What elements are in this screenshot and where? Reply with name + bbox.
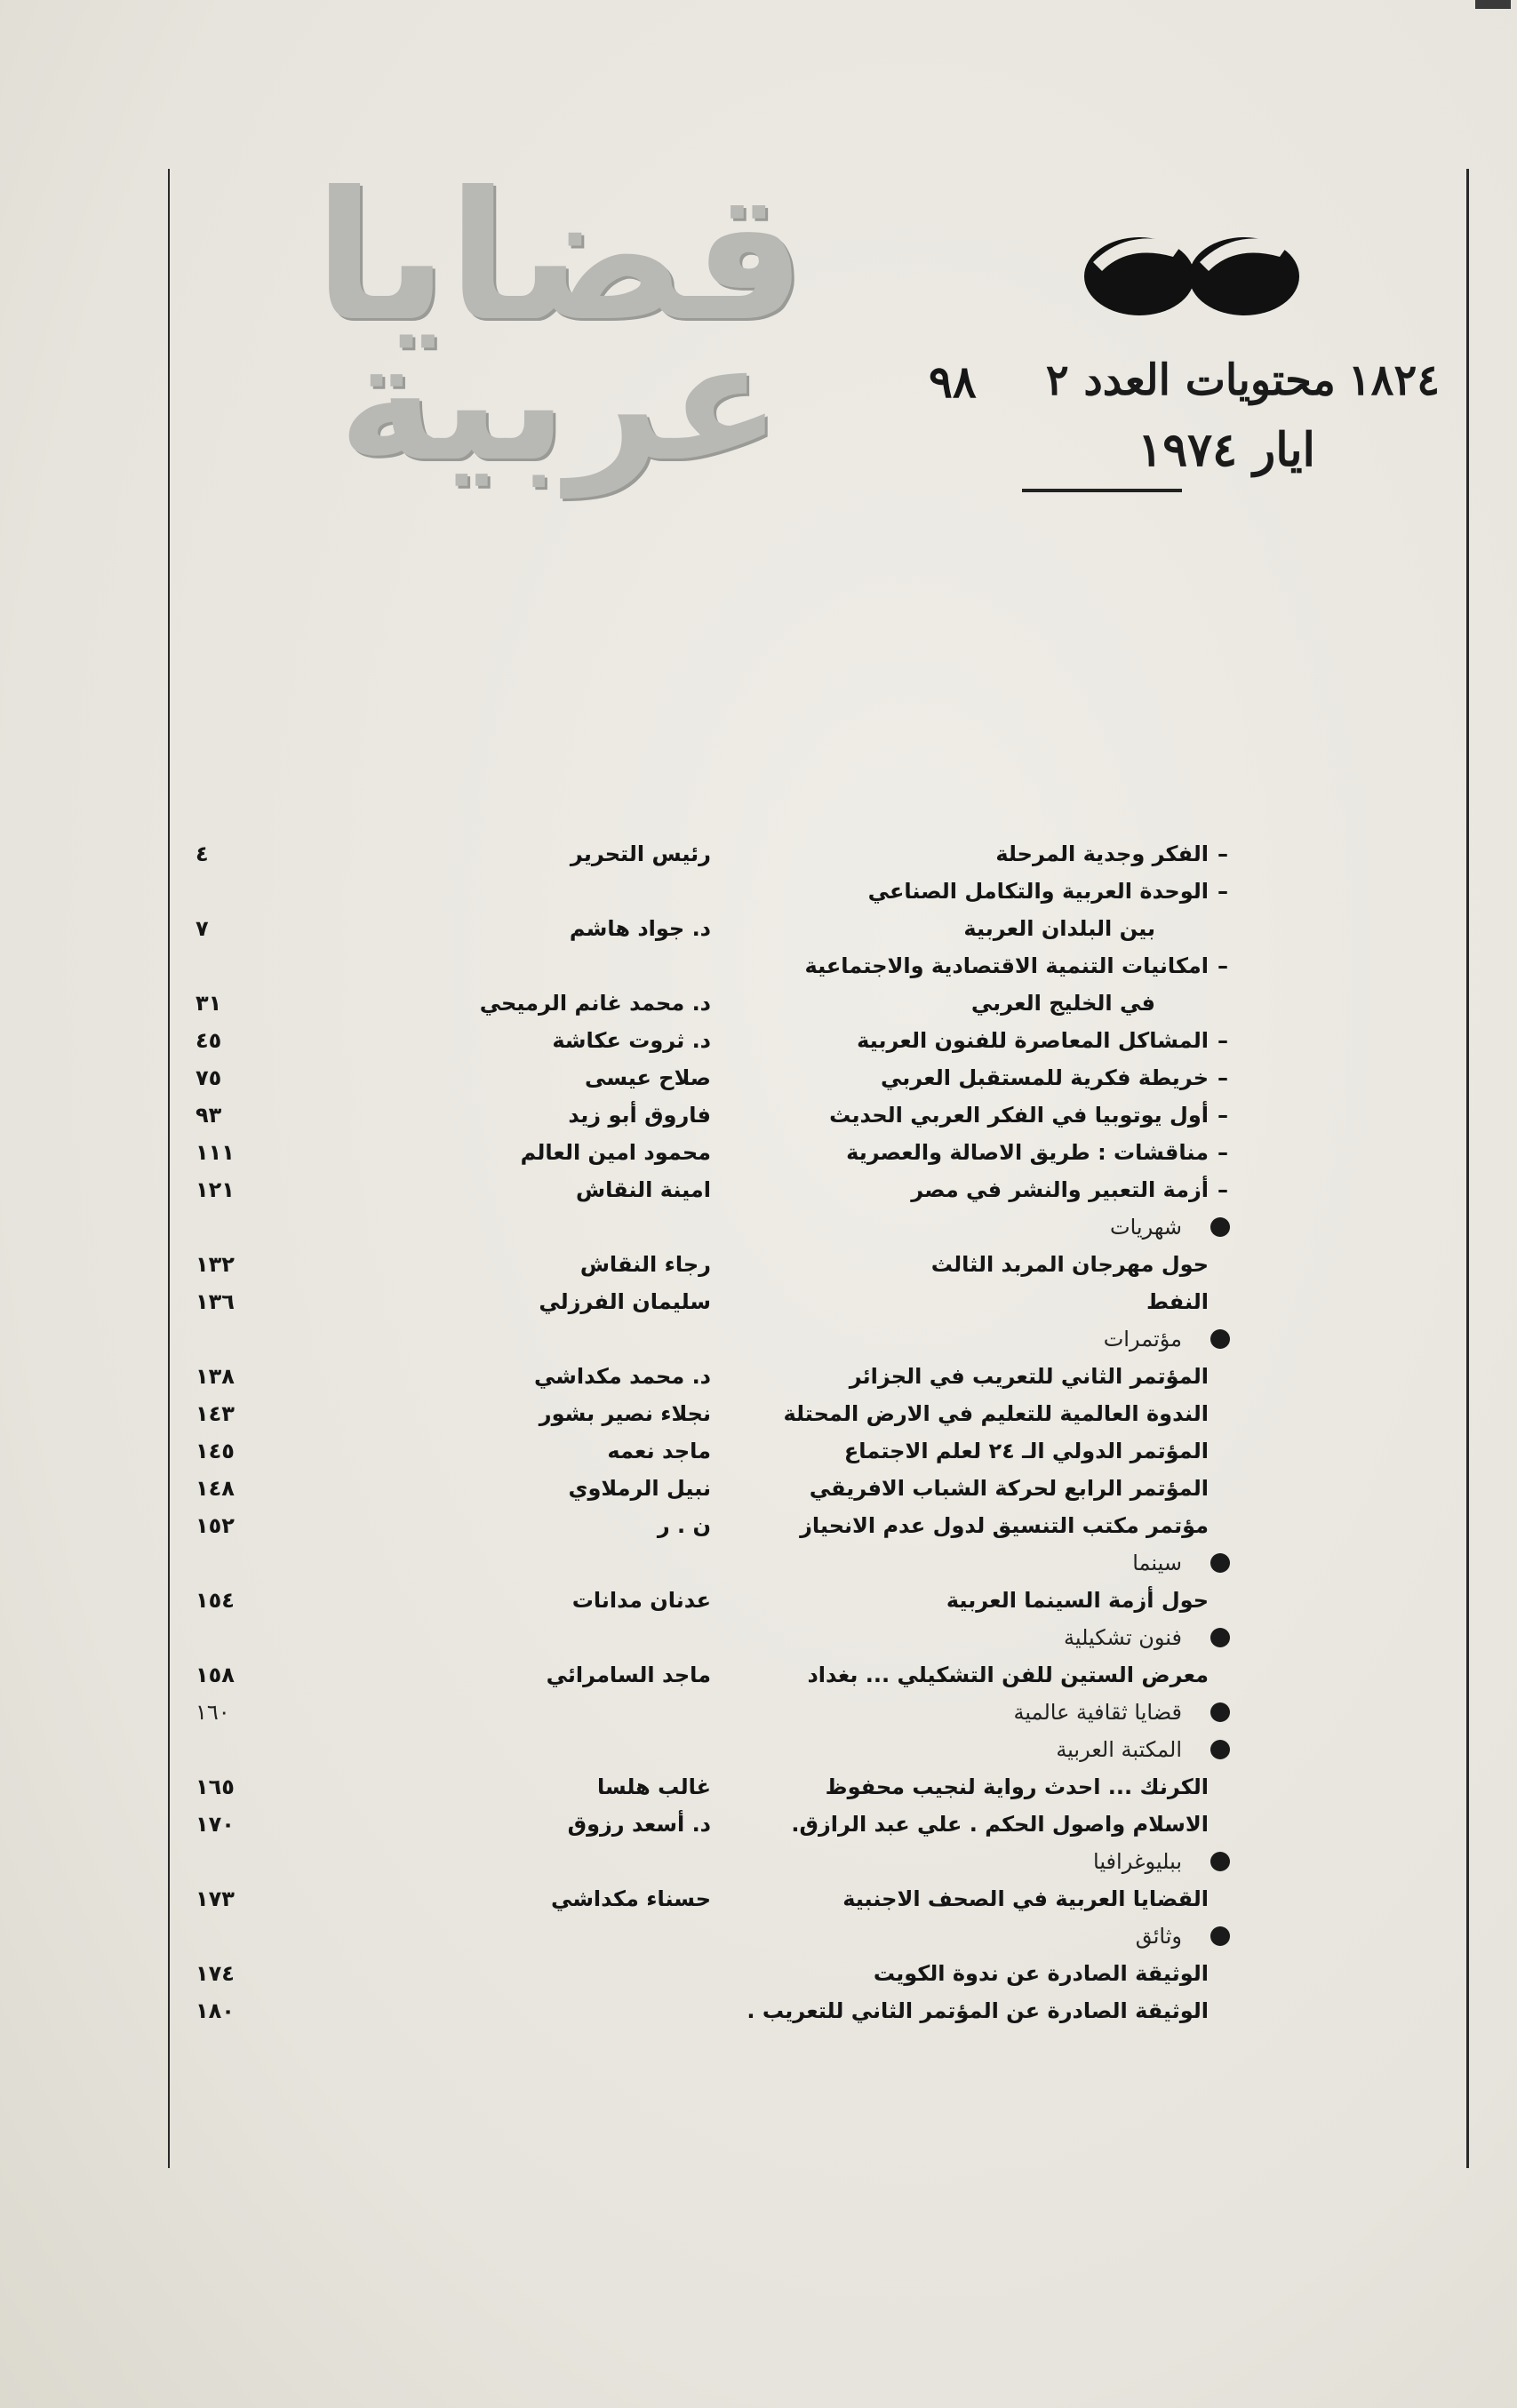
entry-author: فاروق أبو زيد [568,1103,711,1128]
section-heading [169,1918,1209,1955]
entry-title: أول يوتوبيا في الفكر العربي الحديث [829,1103,1209,1128]
toc-entry [169,1880,1209,1918]
toc-entry [169,947,1228,985]
entry-title: حول أزمة السينما العربية [946,1588,1209,1613]
entry-page-number: ٣١ [196,991,222,1016]
section-heading [169,1544,1209,1582]
toc-entry [169,1283,1209,1320]
entry-page-number: ٤ [196,841,209,866]
entry-title: فنون تشكيلية [1063,1625,1182,1650]
contents-label: محتويات العدد ٢ [1045,355,1336,405]
issue-date: ايار ١٩٧٤ [1138,423,1315,477]
entry-title: بين البلدان العربية [963,916,1155,941]
section-bullet-icon [1210,1553,1230,1573]
toc-entry [169,1507,1209,1544]
entry-page-number: ١٧٤ [196,1961,235,1986]
quote-mark-icon [1075,218,1306,324]
entry-title: الوثيقة الصادرة عن ندوة الكويت [873,1961,1209,1986]
contents-line [906,355,1440,405]
toc-entry [169,1096,1228,1134]
entry-title: الاسلام واصول الحكم . علي عبد الرازق. [791,1812,1209,1837]
entry-title: المكتبة العربية [1056,1737,1182,1762]
entry-title: الندوة العالمية للتعليم في الارض المحتلة [783,1401,1209,1426]
section-bullet-icon [1210,1628,1230,1647]
entry-page-number: ١٥٢ [196,1513,235,1538]
entry-dash-icon: – [1218,1103,1228,1128]
toc-entry [169,1806,1209,1843]
toc-entry [169,1246,1209,1283]
entry-page-number: ١٥٨ [196,1662,235,1687]
section-heading [169,1208,1209,1246]
toc-entry [169,1134,1228,1171]
entry-page-number: ١٤٨ [196,1476,235,1501]
entry-title: المؤتمر الدولي الـ ٢٤ لعلم الاجتماع [843,1439,1209,1463]
top-edge-mark [1475,0,1511,9]
entry-dash-icon: – [1218,1140,1228,1165]
logo-word-1: قضايا [314,154,806,361]
entry-title: القضايا العربية في الصحف الاجنبية [842,1886,1209,1911]
toc-entry [169,1022,1228,1059]
entry-title: في الخليج العربي [970,991,1155,1016]
entry-page-number: ١٨٠ [196,1998,235,2023]
section-heading [169,1320,1209,1358]
entry-title: قضايا ثقافية عالمية [1013,1700,1182,1725]
entry-author: ماجد السامرائي [546,1662,711,1687]
toc-entry [169,1955,1209,1992]
entry-title: ببليوغرافيا [1093,1849,1182,1874]
toc-entry [169,1470,1209,1507]
section-heading [169,1619,1209,1656]
toc-entry [169,835,1228,873]
toc-entry [169,873,1228,910]
entry-title: أزمة التعبير والنشر في مصر [911,1177,1209,1202]
entry-title: خريطة فكرية للمستقبل العربي [880,1065,1209,1090]
entry-author: سليمان الفرزلي [539,1289,711,1314]
entry-title: مناقشات : طريق الاصالة والعصرية [846,1140,1209,1165]
entry-title: الفكر وجدية المرحلة [995,841,1209,866]
issue-header [906,355,1440,477]
toc-entry [169,1992,1209,2029]
section-heading [169,1731,1209,1768]
logo-word-2: عربية [338,306,782,498]
entry-title: الوثيقة الصادرة عن المؤتمر الثاني للتعريب . [747,1998,1209,2023]
entry-page-number: ١٤٣ [196,1401,235,1426]
toc-entry [169,1582,1209,1619]
handwritten-number: ٩٨ [929,355,977,408]
entry-page-number: ٤٥ [196,1028,222,1053]
entry-page-number: ١٦٥ [196,1774,235,1799]
entry-title: سينما [1132,1551,1182,1575]
entry-author: ماجد نعمه [607,1439,711,1463]
section-bullet-icon [1210,1926,1230,1946]
entry-author: محمود امين العالم [520,1140,711,1165]
entry-page-number: ١٧٣ [196,1886,235,1911]
entry-page-number: ٧٥ [196,1065,222,1090]
entry-title: وثائق [1135,1924,1182,1949]
entry-dash-icon: – [1218,1065,1228,1090]
entry-author: عدنان مدانات [571,1588,711,1613]
toc-entry [169,1358,1209,1395]
right-frame-rule [1466,169,1469,2168]
entry-title: مؤتمر مكتب التنسيق لدول عدم الانحياز [800,1513,1209,1538]
entry-author: د. ثروت عكاشة [552,1028,711,1053]
section-bullet-icon [1210,1329,1230,1349]
entry-title: الكرنك ... احدث رواية لنجيب محفوظ [825,1774,1209,1799]
entry-title: المؤتمر الرابع لحركة الشباب الافريقي [809,1476,1209,1501]
toc-entry [169,1171,1228,1208]
section-heading [169,1843,1209,1880]
toc-entry [169,1395,1209,1432]
entry-page-number: ١٦٠ [196,1700,230,1725]
entry-dash-icon: – [1218,879,1228,904]
entry-title: مؤتمرات [1103,1327,1182,1352]
entry-author: غالب هلسا [596,1774,711,1799]
entry-page-number: ١١١ [196,1140,235,1165]
toc-entry [169,1768,1209,1806]
toc-entry [169,985,1209,1022]
toc-entry [169,1656,1209,1694]
section-bullet-icon [1210,1217,1230,1237]
section-bullet-icon [1210,1852,1230,1871]
section-bullet-icon [1210,1702,1230,1722]
entry-author: د. محمد مكداشي [533,1364,711,1389]
entry-dash-icon: – [1218,1028,1228,1053]
entry-page-number: ١٣٢ [196,1252,235,1277]
entry-author: رئيس التحرير [570,841,711,866]
date-underline [1022,489,1182,492]
entry-title: المؤتمر الثاني للتعريب في الجزائر [849,1364,1209,1389]
section-heading [169,1694,1209,1731]
entry-page-number: ١٣٦ [196,1289,235,1314]
handwritten-ref: ١٨٢٤ [1347,355,1440,405]
toc-entry [169,1432,1209,1470]
entry-author: نبيل الرملاوي [568,1476,711,1501]
toc-entry [169,910,1209,947]
entry-title: معرض الستين للفن التشكيلي ... بغداد [807,1662,1209,1687]
entry-author: د. محمد غانم الرميحي [479,991,711,1016]
entry-page-number: ١٣٨ [196,1364,235,1389]
entry-page-number: ١٤٥ [196,1439,235,1463]
entry-author: صلاح عيسى [585,1065,711,1090]
magazine-logo [204,154,915,533]
entry-title: النفط [1146,1289,1209,1314]
entry-author: ن . ر [657,1513,711,1538]
entry-dash-icon: – [1218,841,1228,866]
section-bullet-icon [1210,1740,1230,1759]
entry-dash-icon: – [1218,1177,1228,1202]
entry-author: حسناء مكداشي [551,1886,711,1911]
entry-title: شهريات [1110,1215,1182,1240]
entry-author: د. جواد هاشم [569,916,711,941]
entry-dash-icon: – [1218,953,1228,978]
entry-page-number: ١٢١ [196,1177,235,1202]
entry-author: نجلاء نصير بشور [539,1401,711,1426]
entry-page-number: ١٧٠ [196,1812,235,1837]
entry-author: رجاء النقاش [579,1252,711,1277]
toc-entry [169,1059,1228,1096]
table-of-contents [169,835,1228,2029]
entry-title: امكانيات التنمية الاقتصادية والاجتماعية [804,953,1209,978]
entry-page-number: ٧ [196,916,209,941]
entry-title: المشاكل المعاصرة للفنون العربية [857,1028,1209,1053]
entry-title: حول مهرجان المربد الثالث [930,1252,1209,1277]
entry-author: امينة النقاش [575,1177,711,1202]
entry-page-number: ١٥٤ [196,1588,235,1613]
entry-page-number: ٩٣ [196,1103,222,1128]
entry-title: الوحدة العربية والتكامل الصناعي [867,879,1209,904]
entry-author: د. أسعد رزوق [567,1812,711,1837]
